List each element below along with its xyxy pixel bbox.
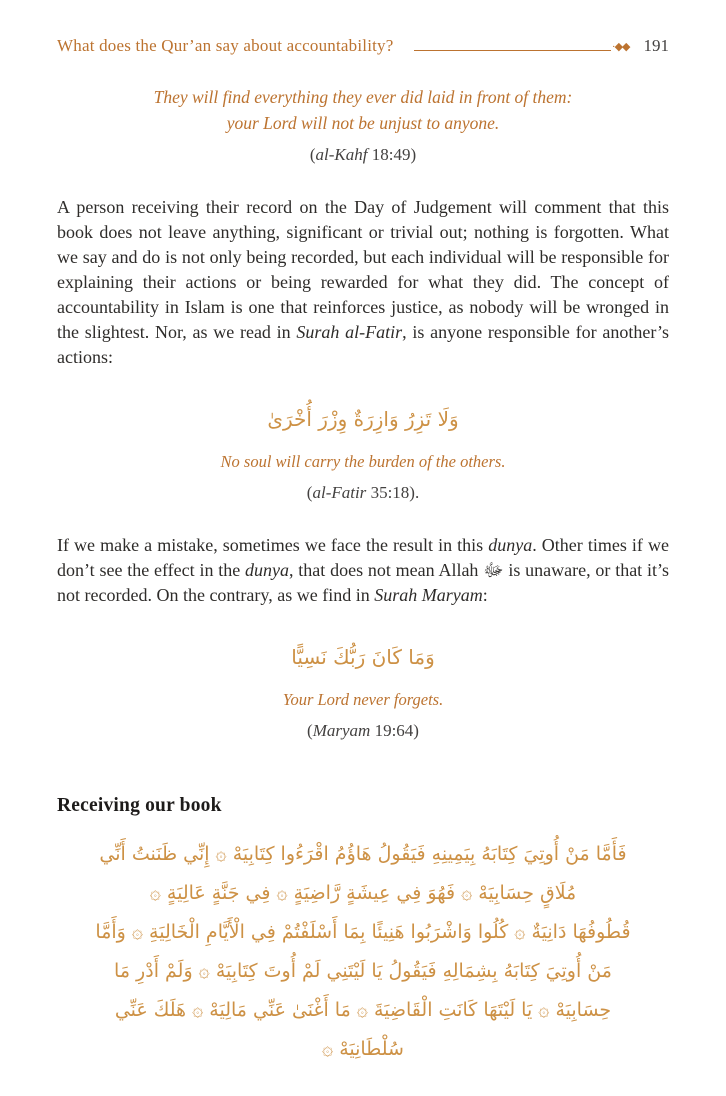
arabic-verse-maryam: وَمَا كَانَ رَبُّكَ نَسِيًّا [291,645,435,669]
citation-open: ( [306,483,313,502]
section-heading-receiving-our-book: Receiving our book [57,795,222,816]
citation-open: ( [309,145,316,164]
header-rule [414,42,611,51]
citation-maryam [57,719,669,743]
citation-ref: 19:64) [370,721,419,740]
page-number: 191 [643,36,669,55]
opening-quote [57,84,669,136]
citation-al-fatir [57,481,669,505]
citation-open: ( [307,721,313,740]
citation-source: al-Fatir [312,483,367,502]
diamond-ornament-icon: ·◆◆ [611,41,630,53]
citation-al-kahf [57,143,669,167]
translation-al-fatir: No soul will carry the burden of the others. [220,452,506,471]
translation-maryam: Your Lord never forgets. [282,690,444,709]
citation-source: al-Kahf [315,145,368,164]
arabic-passage-al-haqqah: فَأَمَّا مَنْ أُوتِيَ كِتَابَهُ بِيَمِينِهِ فَيَقُولُ هَاؤُمُ اقْرَءُوا كِتَابِيَهْ ۞ إِنِّي ظَنَنتُ أَنِّي مُلَاقٍ حِسَابِيَهْ ۞ فَهُوَ فِي عِيشَةٍ رَّاضِيَةٍ ۞ فِي جَنَّةٍ عَالِيَةٍ ۞ قُطُوفُهَا دَانِيَةٌ ۞ كُلُوا وَاشْرَبُوا هَنِيئًا بِمَا أَسْلَفْتُمْ فِي الْأَيَّامِ الْخَالِيَةِ ۞ وَأَمَّا مَنْ أُوتِيَ كِتَابَهُ بِشِمَالِهِ فَيَقُولُ يَا لَيْتَنِي لَمْ أُوتَ كِتَابِيَهْ ۞ وَلَمْ أَدْرِ مَا حِسَابِيَهْ ۞ يَا لَيْتَهَا كَانَتِ الْقَاضِيَةَ ۞ مَا أَغْنَىٰ عَنِّي مَالِيَهْ ۞ هَلَكَ عَنِّي سُلْطَانِيَهْ ۞ [95,843,631,1060]
running-header-title: What does the Qur’an say about accountability? [57,36,394,55]
citation-ref: 18:49) [367,145,417,164]
opening-quote-line-1: They will find everything they ever did laid in front of them: [153,87,573,107]
citation-ref: 35:18). [366,483,420,502]
paragraph-accountability: A person receiving their record on the Day of Judgement will comment that this book does not leave anything, significant or trivial out; nothing is forgotten. What we say and do is not only being recorded, but each individual will be responsible for explaining their actions or being rewarded for what they did. The concept of accountability in Islam is one that reinforces justice, as nobody will be wronged in the slightest. Nor, as we read in Surah al-Fatir, is anyone responsible for another’s actions: [57,197,669,367]
arabic-verse-al-fatir: وَلَا تَزِرُ وَازِرَةٌ وِزْرَ أُخْرَىٰ [267,407,459,431]
opening-quote-line-2: your Lord will not be unjust to anyone. [226,113,500,133]
page-header [57,36,669,56]
paragraph-dunya: If we make a mistake, sometimes we face the result in this dunya. Other times if we don’t see the effect in the dunya, that does not mean Allah ﷻ is unaware, or that it’s not recorded. On the contrary, as we find in Surah Maryam: [57,535,669,605]
citation-source: Maryam [312,721,371,740]
